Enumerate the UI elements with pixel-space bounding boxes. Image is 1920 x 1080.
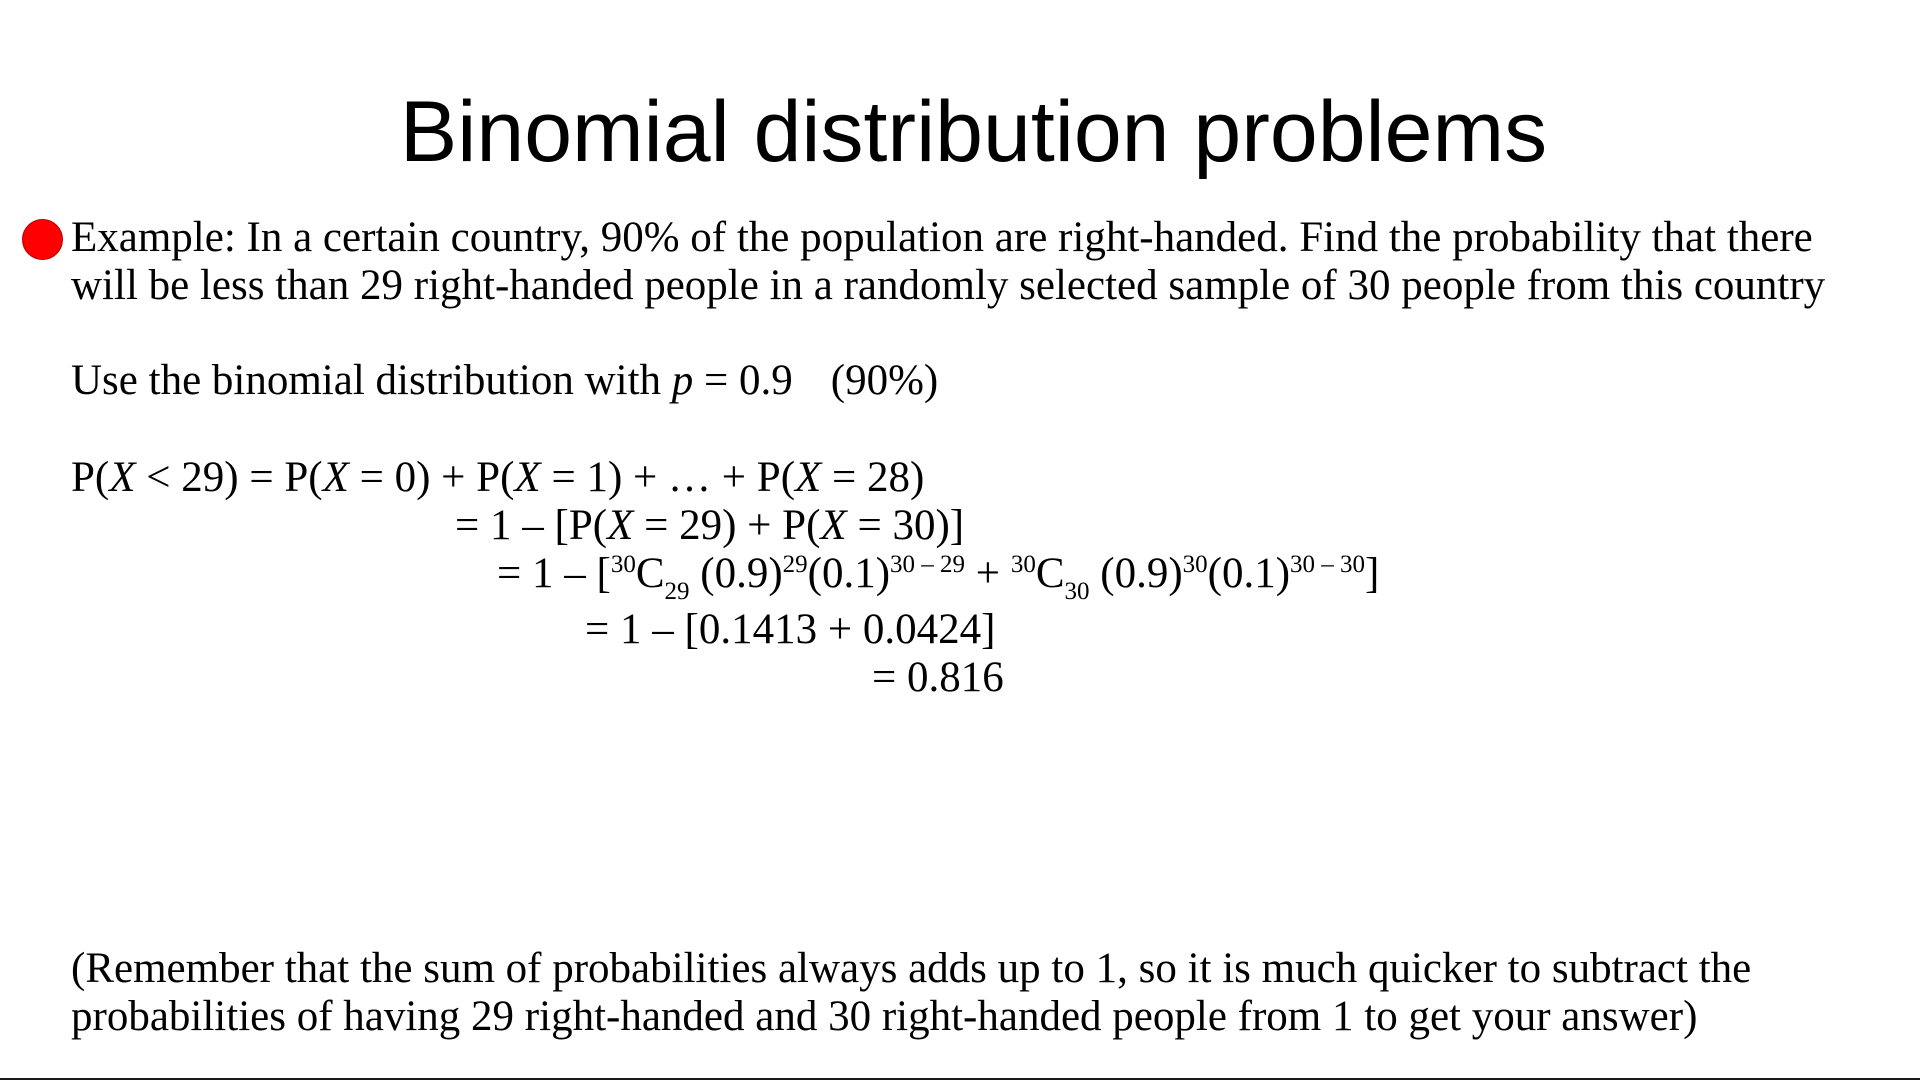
example-line-1: Example: In a certain country, 90% of the population are right-handed. Find the probability that there (71, 214, 1813, 261)
step1-part: = 28) (821, 454, 925, 501)
red-bullet-icon (22, 219, 63, 260)
plus-sign: + (965, 550, 1011, 597)
exponent: 30 – 29 (890, 551, 966, 578)
use-prefix: Use the binomial distribution with (71, 357, 672, 404)
x-variable: X (795, 454, 822, 501)
step1-part: = 1) + … + P( (540, 454, 796, 501)
step1-part: P( (71, 454, 110, 501)
exponent: 29 (782, 551, 808, 578)
n-superscript: 30 (1010, 551, 1036, 578)
x-variable: X (607, 502, 634, 549)
working-step-1 (71, 454, 924, 502)
exponent: 30 – 30 (1290, 551, 1366, 578)
slide-title: Binomial distribution problems (399, 84, 1548, 180)
p-value: = 0.9 (693, 357, 793, 404)
remember-note-line-2: probabilities of having 29 right-handed and 30 right-handed people from 1 to get your answer) (71, 993, 1698, 1040)
n-superscript: 30 (610, 551, 636, 578)
step2-part: = 1 – [P( (455, 502, 608, 549)
step3-part: (0.1) (807, 550, 891, 597)
step3-part: (0.9) (1089, 550, 1183, 597)
percent-note: (90%) (830, 357, 939, 404)
combination-symbol: C (635, 550, 665, 597)
step2-part: = 29) + P( (633, 502, 821, 549)
step1-part: < 29) = P( (135, 454, 323, 501)
working-step-4: = 1 – [0.1413 + 0.0424] (585, 606, 996, 653)
step1-part: = 0) + P( (348, 454, 515, 501)
example-line-2: will be less than 29 right-handed people in a randomly selected sample of 30 people from this country (71, 262, 1826, 309)
working-step-3 (497, 550, 1380, 605)
x-variable: X (109, 454, 136, 501)
combination-symbol: C (1035, 550, 1065, 597)
step3-part: = 1 – [ (497, 550, 611, 597)
step3-part: ] (1365, 550, 1380, 597)
x-variable: X (322, 454, 349, 501)
exponent: 30 (1182, 551, 1208, 578)
use-binomial-line (71, 357, 938, 405)
step3-part: (0.9) (689, 550, 783, 597)
step3-part: (0.1) (1207, 550, 1291, 597)
working-step-2 (455, 502, 964, 550)
step2-part: = 30)] (846, 502, 965, 549)
p-variable: p (671, 357, 694, 404)
x-variable: X (514, 454, 541, 501)
k-subscript: 30 (1064, 578, 1090, 605)
k-subscript: 29 (664, 578, 690, 605)
remember-note-line-1: (Remember that the sum of probabilities always adds up to 1, so it is much quicker to subtract the (71, 945, 1752, 992)
x-variable: X (820, 502, 847, 549)
working-answer: = 0.816 (872, 654, 1004, 701)
